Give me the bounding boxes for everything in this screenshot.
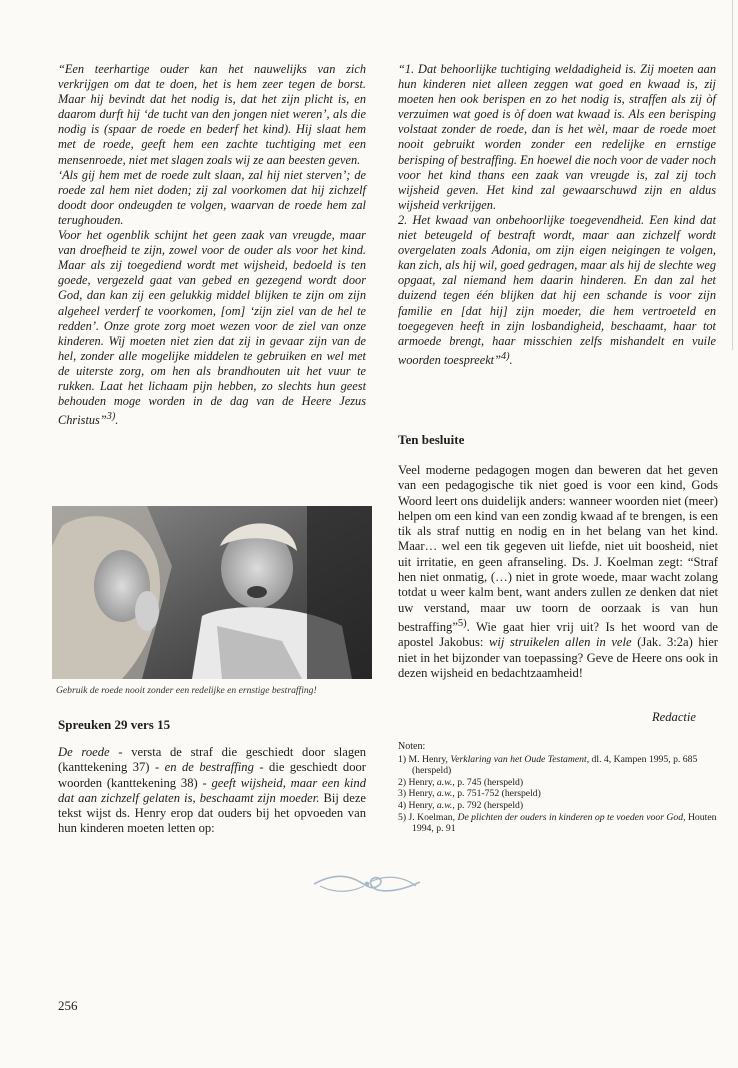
left-column [58,62,366,428]
italic-run: De plichten der ouders in kinderen op te voeden voor God [457,811,684,823]
text-run: 4) Henry, [398,799,437,811]
text-run: 2) Henry, [398,776,437,788]
italic-run: geeft wijsheid, maar een kind dat aan zichzelf gelaten is, beschaamt zijn moeder. [58,775,366,805]
text-run: , dl. 4, Kampen 1995, p. 685 (herspeld) [412,753,698,777]
right-column [398,62,716,368]
text-run: - versta de straf die geschiedt door slagen (kanttekening 37) - [58,745,366,775]
quote-paragraph: “1. Dat behoorlijke tuchtiging weldadigheid is. Zij moeten aan hun kinderen niet alleen zeggen wat goed en kwaad is, zij moeten hen ook berispen en zo het nodig is, straffen als zij òf verzuimen wat goed is òf doen wat kwaad is. Als een berisping volstaat zonder de roede, dan is het wèl, maar de roede moet nooit gebruikt worden zonder een redelijke en ernstige berisping of bestraffing. En hoewel die noch voor de vader noch voor het kind thans een zaak van vreugde is, zal zij toch wijsheid geven. Het kind zal gewaarschuwd zijn en aldus wijsheid verkrijgen. [398,62,716,212]
italic-run: a.w. [436,788,453,800]
footnote-ref: 3) [106,411,116,423]
spreuken-body-text [58,745,366,837]
footnote-ref: 5) [457,617,467,629]
text-run: Bij deze tekst wijst ds. Henry erop dat ouders bij het opvoeden van hun kinderen moeten letten op: [58,790,366,836]
quote-paragraph: Voor het ogenblik schijnt het geen zaak van vreugde, maar van droefheid te zijn, zowel voor de ouder als voor het kind. Maar als zij toegediend wordt met wijsheid, bedoeld is ten goede, vergezeld gaat van gebed en gezegend wordt door God, dan kan zij een gelukkig middel blijken te zijn om zijn algeheel verderf te voorkomen, [om] ‘zijn ziel van de hel te redden’. Onze grote zorg moet wezen voor de ziel van onze kinderen. Wij moeten niet zien dat zij in gevaar zijn van de hel, zonder alle mogelijke middelen te gebruiken en wel met de uiterste zorg, om hen als brandhouten uit het vuur te rukken. Laat het lichaam pijn hebben, zo slechts hun geest behouden moge worden in de dag van de Heere Jezus Christus”$^{3)}$. [58,228,366,428]
ornament-divider-icon [312,870,422,898]
quote-paragraph: ‘Als gij hem met de roede zult slaan, zal hij niet sterven’; de roede zal hem niet doden; zij zal voorkomen dat hij zichzelf doodt door ondeugden te volgen, waarvan de roede hem zal terughouden. [58,167,366,227]
henry-quote-left [58,62,366,428]
body-text-part: Veel moderne pedagogen mogen dan beweren dat het geven van een pedagogische tik niet goed is voor een kind, Gods Woord leert ons duidelijk anders: wanneer woorden niet (meer) helpen om een kind van een zondig kwaad af te brengen, is een tik als straf nuttig en nodig en in het belang van het kind. Maar… wel een tik gegeven uit liefde, niet uit boosheid, niet uit irritatie, en geen afranseling. Ds. J. Koelman zegt: “Straf hen niet onmatig, (…) niet in grote woede, maar wacht zolang totdat u weer kalm bent, want anders zullen ze denken dat niet uw verstand, maar uw toorn de oorzaak is van hun bestraffing” [398,463,718,635]
footnote-item [398,777,718,789]
photo-caption: Gebruik de roede nooit zonder een redelijke en ernstige bestraffing! [56,685,317,696]
quote-text: Voor het ogenblik schijnt het geen zaak van vreugde, maar van droefheid te zijn, zowel voor de ouder als voor het kind. Maar als zij toegediend wordt met wijsheid, bedoeld is ten goede, vergezeld gaat van gebed en gezegend wordt door God, dan kan zij een gelukkig middel blijken te zijn om zijn algeheel verderf te voorkomen, [om] ‘zijn ziel van de hel te redden’. Onze grote zorg moet wezen voor de ziel van onze kinderen. Wij moeten niet zien dat zij in gevaar zijn van de hel, zonder alle mogelijke middelen te gebruiken en wel met de uiterste zorg, om hen als brandhouten uit het vuur te rukken. Laat het lichaam pijn hebben, zo slechts hun geest behouden moge worden in de dag van de Heere Jezus Christus” [58,228,366,428]
footnote-item [398,812,718,835]
text-run: 5) J. Koelman, [398,811,458,823]
section-heading-spreuken: Spreuken 29 vers 15 [58,717,171,732]
text-run: 3) Henry, [398,788,437,800]
footnote-item [398,754,718,777]
page-edge-line [732,0,733,350]
quote-paragraph: “Een teerhartige ouder kan het nauwelijks van zich verkrijgen om dat te doen, het is hem zeer tegen de borst. Maar hij bevindt dat het nodig is, dat het zijn plicht is, en daarom durft hij ‘de tucht van den jongen niet weren’, als die nodig is (spaar de roede en bederf het kind). Hij slaat hem met de roede, geeft hem een zachte tuchtiging met een mensenroede, niet met slagen zoals wij ze aan beesten geven. [58,62,366,167]
text-run: - die geschiedt door woorden (kanttekening 38) - [58,760,366,790]
notes-heading: Noten: [398,741,426,752]
italic-run: a.w. [436,799,453,811]
text-run: , p. 792 (herspeld) [452,799,524,811]
footnote-item [398,800,718,812]
body-text-part: . Wie gaat hier vrij uit? Is het woord van de apostel Jakobus: [398,620,718,650]
italic-run: a.w. [436,776,453,788]
footnote-item [398,788,718,800]
text-run: , p. 745 (herspeld) [452,776,524,788]
text-run: , Houten 1994, p. 91 [412,811,717,835]
henry-quote-right [398,62,716,368]
ten-besluite-body-text [398,463,718,681]
page-number: 256 [58,998,78,1013]
footnotes [398,741,718,835]
footnote-ref: 4) [500,350,510,362]
italic-run: De roede [58,745,110,759]
italic-run: Verklaring van het Oude Testament [450,753,587,765]
text-run: 1) M. Henry, [398,753,451,765]
italic-run: en de bestraffing [164,760,254,775]
body-text-italic: wij struikelen allen in vele [488,635,632,650]
signature-redactie: Redactie [651,710,696,724]
photo-illustration [52,506,372,679]
quote-text: 2. Het kwaad van onbehoorlijke toegevendheid. Een kind dat niet beteugeld of bestraft wordt, maar aan zichzelf wordt overgelaten zoals Adonia, om zijn eigen neigingen te volgen, kan zich, als hij wil, goed gedragen, maar als hij de slechte weg opgaat, zal niemand hem daarin hinderen. En dan zal het duizend tegen één blijken dat hij een schande is voor zijn familie en [dat hij] zijn moeder, die hem vertroeteld en toegegeven heeft in zijn losbandigheid, beschaamt, haar tot armoede brengt, haar misschien zelfs mishandelt en vuile woorden toespreekt” [398,212,716,367]
quote-paragraph: 2. Het kwaad van onbehoorlijke toegevendheid. Een kind dat niet beteugeld of bestraft wordt, maar aan zichzelf wordt overgelaten zoals Adonia, om zijn eigen neigingen te volgen, kan zich, als hij wil, goed gedragen, maar als hij de slechte weg opgaat, zal niemand hem daarin hinderen. En dan zal het duizend tegen één blijken dat hij een schande is voor zijn familie en [dat hij] zijn moeder, die hem vertroeteld en toegegeven heeft in zijn losbandigheid, beschaamt, haar tot armoede brengt, haar misschien zelfs mishandelt en vuile woorden toespreekt”$^{4)}$. [398,212,716,367]
text-run: , p. 751-752 (herspeld) [452,788,541,800]
section-heading-ten-besluite: Ten besluite [398,432,465,447]
body-text-part: (Jak. 3:2a) hier niet in het bijzonder van toepassing? Geve de Heere ons ook in dezen wijsheid en bedachtzaamheid! [398,635,718,681]
photo-mother-child [52,506,372,679]
notes-list [398,754,718,835]
